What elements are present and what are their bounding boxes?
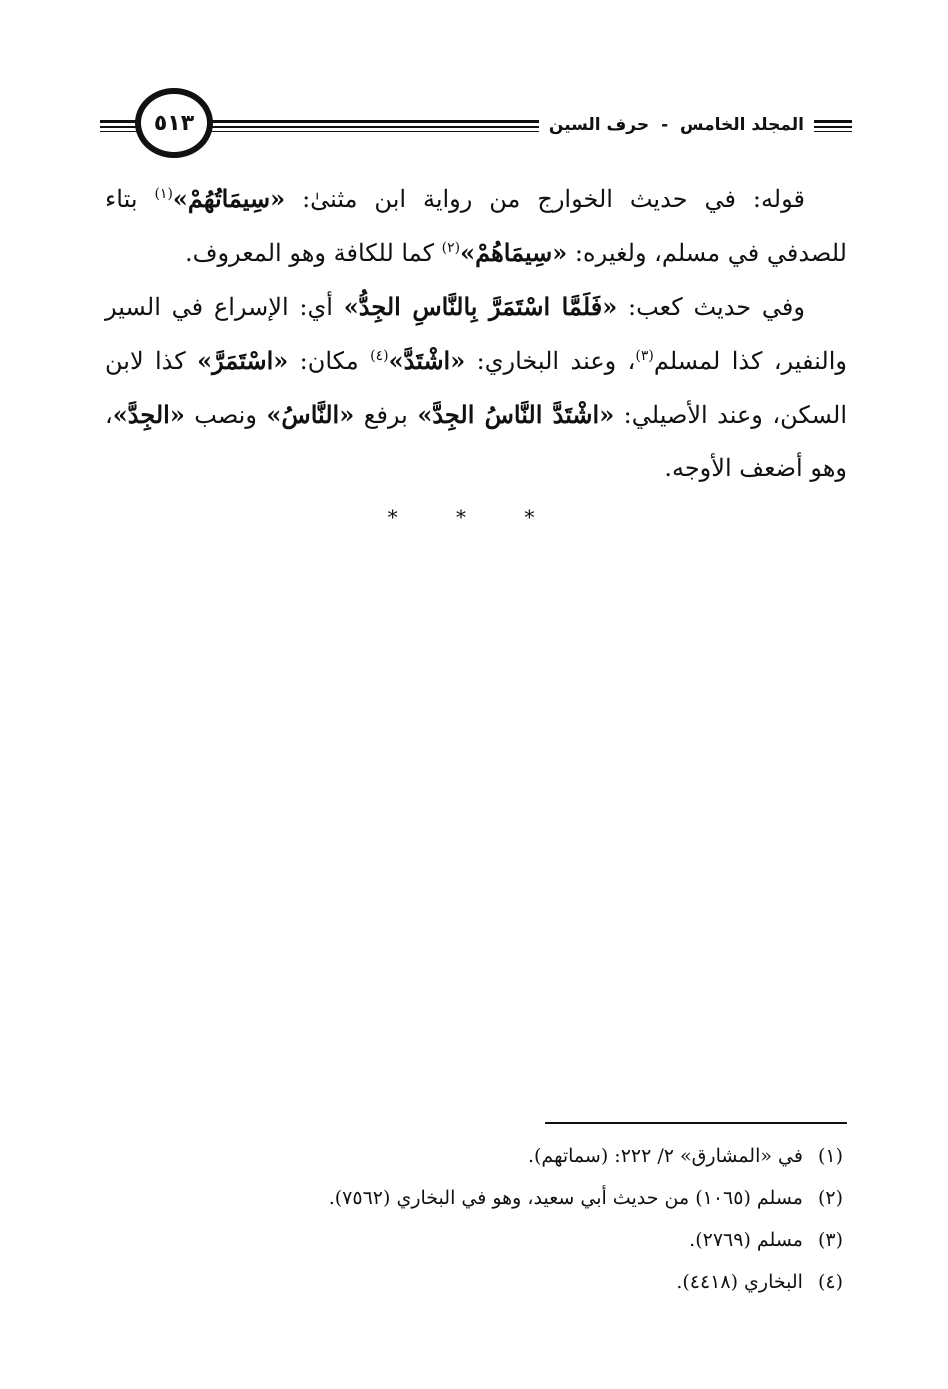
footnote-ref: (٣) [635,348,654,364]
text-run: ، وعند البخاري: [465,347,636,375]
footnote-text: مسلم (٢٧٦٩). [689,1229,803,1251]
page-number: ٥١٣ [153,110,195,136]
page-number-badge [135,88,213,158]
footnote-3 [101,1219,843,1261]
footnote-number: (٤) [817,1271,843,1293]
running-head-chapter: حرف السين [548,115,650,135]
footnote-2 [101,1177,843,1219]
page-header [100,88,852,168]
quoted-word: «سِيمَاهُمْ» [460,238,568,267]
footnote-4 [101,1261,843,1303]
main-text [105,172,847,495]
footnote-text: البخاري (٤٤١٨). [676,1271,803,1293]
paragraph-1 [105,172,847,280]
text-run: ونصب [184,401,267,429]
quoted-word: «الجِدَّ» [112,400,185,429]
text-run: وفي حديث كعب: [617,293,805,321]
text-run: قوله: في حديث الخوارج من رواية ابن مثنىٰ: [285,185,805,213]
footnote-text: في «المشارق» ٢/ ٢٢٢: (سماتهم). [527,1145,803,1167]
footnote-number: (١) [817,1145,843,1167]
text-run: مكان: [288,347,371,375]
footnote-ref: (١) [154,186,173,202]
text-run: برفع [354,401,418,429]
section-separator: * * * [387,505,561,529]
footnotes [101,1135,843,1303]
quoted-phrase: «اشْتَدَّ النَّاسُ الجِدَّ» [417,400,615,429]
paragraph-2 [105,280,847,495]
footnote-ref: (٤) [370,348,389,364]
running-head-volume: المجلد الخامس [680,115,804,135]
text-run: أي: الإسراع في السير والنفير، كذا لمسلم [105,293,847,375]
quoted-word: «النَّاسُ» [266,400,355,429]
quoted-word: «اشْتَدَّ» [388,346,466,375]
footnote-number: (٣) [817,1229,843,1251]
footnote-text: مسلم (١٠٦٥) من حديث أبي سعيد، وهو في البخاري (٧٥٦٢). [328,1187,803,1209]
text-run: كما للكافة وهو المعروف. [184,239,442,267]
text-run: كذا لابن السكن، وعند الأصيلي: [105,347,848,429]
footnote-1 [101,1135,843,1177]
footnote-number: (٢) [817,1187,843,1209]
footnote-ref: (٢) [441,240,461,256]
quoted-word: «اسْتَمَرَّ» [197,346,289,375]
running-head-separator: - [661,115,669,135]
text-run: بتاء للصدفي في مسلم، ولغيره: [105,185,847,267]
quoted-phrase: «فَلَمَّا اسْتَمَرَّ بِالنَّاسِ الجِدُّ» [343,292,618,321]
footnote-rule [545,1122,847,1124]
running-head [539,108,814,142]
text-run: ، وهو أضعف الأوجه. [105,401,847,482]
quoted-word: «سِيمَاتُهُمْ» [172,184,286,213]
